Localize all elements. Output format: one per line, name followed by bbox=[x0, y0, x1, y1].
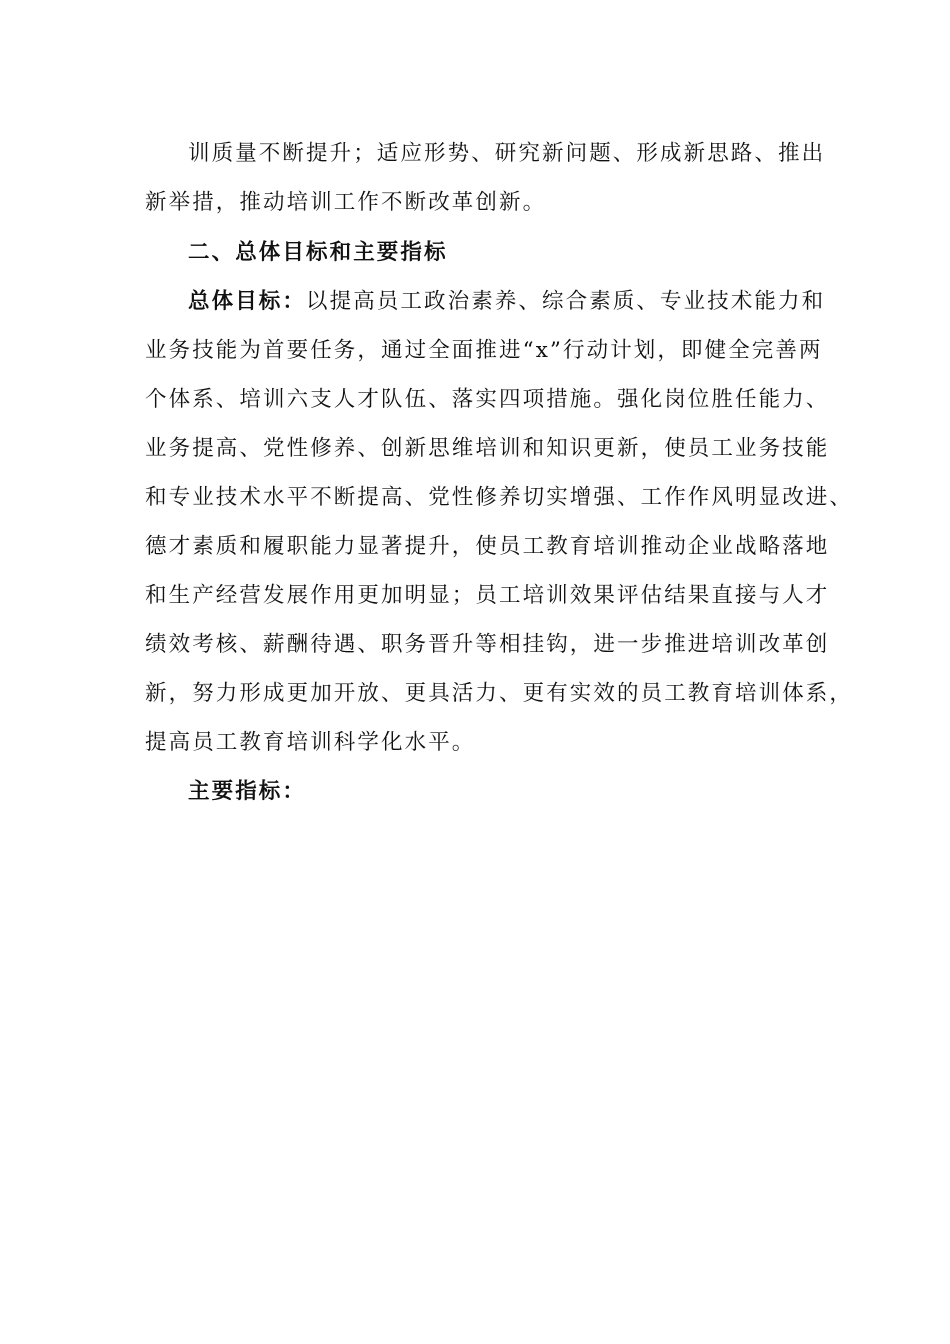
goal-lead-label: 总体目标： bbox=[188, 289, 307, 314]
goal-first-line bbox=[145, 277, 826, 326]
text-line: 新，努力形成更加开放、更具活力、更有实效的员工教育培训体系， bbox=[145, 681, 854, 706]
goal-paragraph bbox=[145, 277, 854, 767]
text-line: 提高员工教育培训科学化水平。 bbox=[145, 730, 476, 755]
goal-first-line-text: 以提高员工政治素养、综合素质、专业技术能力和 bbox=[306, 289, 826, 314]
indicators-heading-block bbox=[145, 767, 810, 816]
text-line: 个体系、培训六支人才队伍、落实四项措施。强化岗位胜任能力、 bbox=[145, 387, 830, 412]
text-line: 业务提高、党性修养、创新思维培训和知识更新，使员工业务技能 bbox=[145, 436, 830, 461]
text-line: 训质量不断提升；适应形势、研究新问题、形成新思路、推出 bbox=[188, 141, 826, 166]
indicators-label: 主要指标： bbox=[188, 779, 307, 804]
text-line: 新举措，推动培训工作不断改革创新。 bbox=[145, 190, 547, 215]
paragraph-continuation bbox=[145, 129, 826, 227]
text-line: 绩效考核、薪酬待遇、职务晋升等相挂钩，进一步推进培训改革创 bbox=[145, 632, 830, 657]
section-heading: 二、总体目标和主要指标 bbox=[188, 240, 448, 265]
text-line: 和生产经营发展作用更加明显；员工培训效果评估结果直接与人才 bbox=[145, 583, 830, 608]
section-heading-block bbox=[145, 228, 810, 277]
text-line: 和专业技术水平不断提高、党性修养切实增强、工作作风明显改进、 bbox=[145, 485, 854, 510]
text-line: 业务技能为首要任务，通过全面推进“x”行动计划，即健全完善两 bbox=[145, 338, 823, 363]
text-line: 德才素质和履职能力显著提升，使员工教育培训推动企业战略落地 bbox=[145, 534, 830, 559]
